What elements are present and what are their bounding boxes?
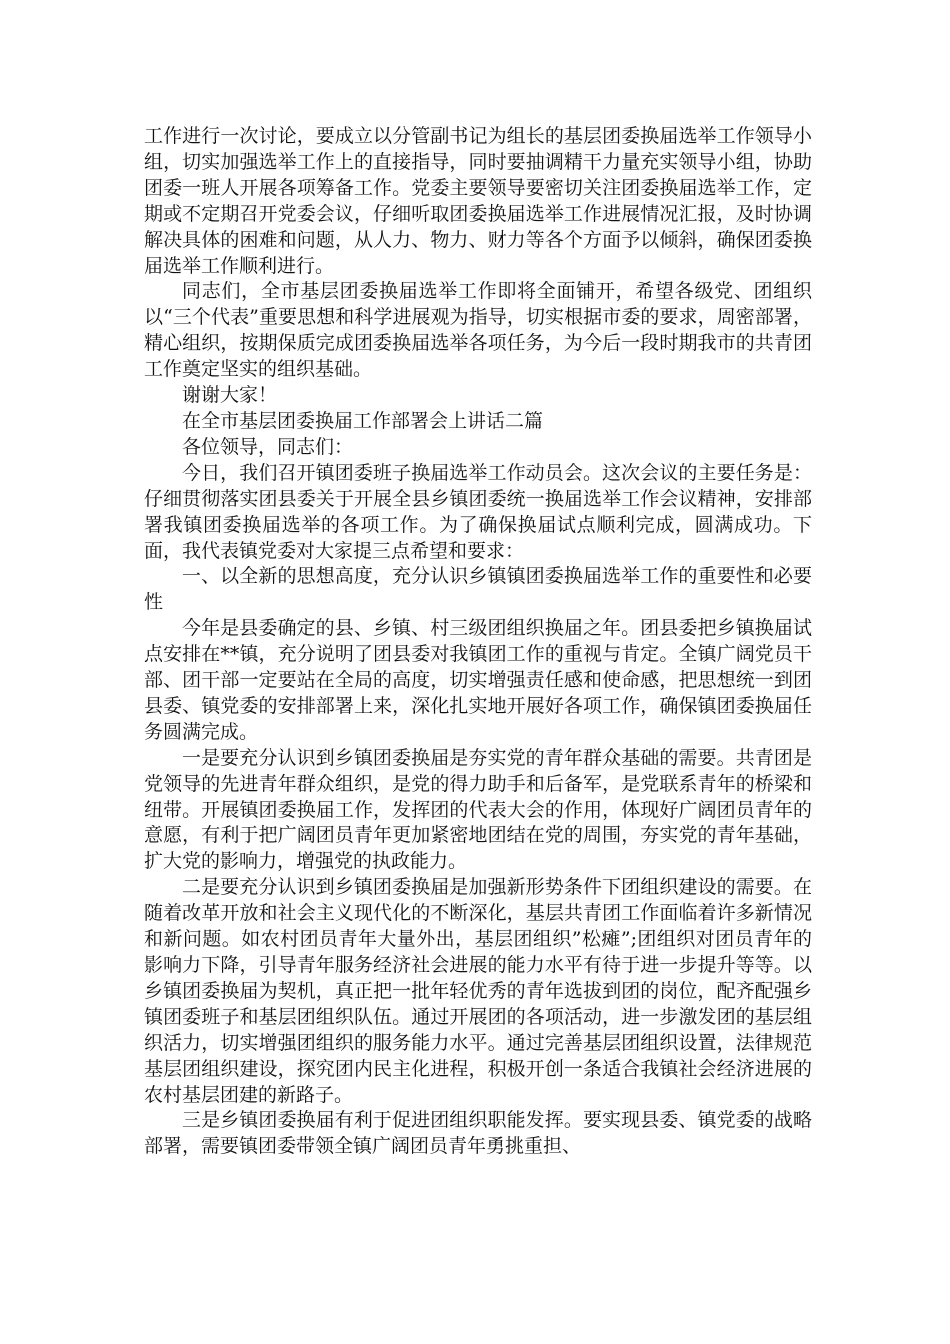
paragraph-point-2: 二是要充分认识到乡镇团委换届是加强新形势条件下团组织建设的需要。在随着改革开放和社会主义现代化的不断深化，基层共青团工作面临着许多新情况和新问题。如农村团员青年大量外出，基层团组织”松瘫”;团组织对团员青年的影响力下降，引导青年服务经济社会进展的能力水平有待于进一步提升等等。以乡镇团委换届为契机，真正把一批年轻优秀的青年选拔到团的岗位，配齐配强乡镇团委班子和基层团组织队伍。通过开展团的各项活动，进一步激发团的基层组织活力，切实增强团组织的服务能力水平。通过完善基层团组织设置，法律规范基层团组织建设，探究团内民主化进程，积极开创一条适合我镇社会经济进展的农村基层团建的新路子。 [144, 876, 812, 1106]
paragraph-continuation: 工作进行一次讨论，要成立以分管副书记为组长的基层团委换届选举工作领导小组，切实加强选举工作上的直接指导，同时要抽调精干力量充实领导小组，协助团委一班人开展各项筹备工作。党委主要领导要密切关注团委换届选举工作，定期或不定期召开党委会议，仔细听取团委换届选举工作进展情况汇报，及时协调解决具体的困难和问题，从人力、物力、财力等各个方面予以倾斜，确保团委换届选举工作顺利进行。 [144, 125, 812, 277]
paragraph-point-3: 三是乡镇团委换届有利于促进团组织职能发挥。要实现县委、镇党委的战略部署，需要镇团委带领全镇广阔团员青年勇挑重担、 [144, 1109, 812, 1158]
paragraph-closing-remarks: 同志们，全市基层团委换届选举工作即将全面铺开，希望各级党、团组织以“三个代表”重要思想和科学进展观为指导，切实根据市委的要求，周密部署，精心组织，按期保质完成团委换届选举各项任务，为今后一段时期我市的共青团工作奠定坚实的组织基础。 [144, 280, 812, 381]
paragraph-section-1: 今年是县委确定的县、乡镇、村三级团组织换届之年。团县委把乡镇换届试点安排在**镇，充分说明了团县委对我镇团工作的重视与肯定。全镇广阔党员干部、团干部一定要站在全局的高度，切实增强责任感和使命感，把思想统一到团县委、镇党委的安排部署上来，深化扎实地开展好各项工作，确保镇团委换届任务圆满完成。 [144, 617, 812, 743]
section-heading-1: 一、以全新的思想高度，充分认识乡镇镇团委换届选举工作的重要性和必要性 [144, 565, 812, 614]
speech-title: 在全市基层团委换届工作部署会上讲话二篇 [182, 409, 544, 432]
salutation: 各位领导，同志们： [182, 435, 354, 458]
document-page [144, 124, 812, 1160]
paragraph-thanks: 谢谢大家！ [182, 384, 278, 407]
paragraph-intro: 今日，我们召开镇团委班子换届选举工作动员会。这次会议的主要任务是：仔细贯彻落实团县委关于开展全县乡镇团委统一换届选举工作会议精神，安排部署我镇团委换届选举的各项工作。为了确保换届试点顺利完成，圆满成功。下面，我代表镇党委对大家提三点希望和要求： [144, 461, 812, 562]
paragraph-point-1: 一是要充分认识到乡镇团委换届是夯实党的青年群众基础的需要。共青团是党领导的先进青年群众组织，是党的得力助手和后备军，是党联系青年的桥梁和纽带。开展镇团委换届工作，发挥团的代表大会的作用，体现好广阔团员青年的意愿，有利于把广阔团员青年更加紧密地团结在党的周围，夯实党的青年基础，扩大党的影响力，增强党的执政能力。 [144, 746, 812, 873]
